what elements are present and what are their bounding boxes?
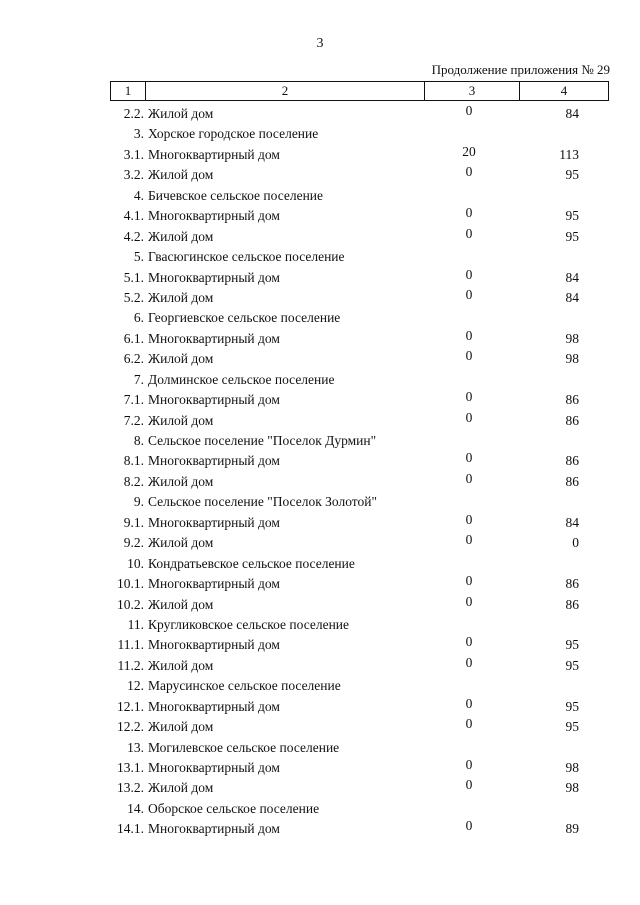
row-name: Многоквартирный дом	[148, 146, 280, 162]
row-number: 12.	[127, 678, 144, 694]
header-col-4: 4	[520, 82, 609, 101]
row-number: 3.	[133, 126, 144, 142]
row-number: 12.2.	[117, 719, 144, 735]
row-value-col3: 0	[465, 164, 473, 180]
table-row	[0, 778, 640, 798]
table-row	[0, 717, 640, 737]
row-value-col3: 0	[465, 716, 473, 732]
row-name: Жилой дом	[148, 657, 214, 673]
row-value-col3: 0	[465, 593, 473, 609]
row-value-col4: 86	[565, 453, 579, 469]
row-name: Сельское поселение "Поселок Дурмин"	[148, 433, 377, 448]
row-name: Многоквартирный дом	[148, 576, 280, 592]
row-name: Сельское поселение "Поселок Золотой"	[148, 494, 377, 510]
row-number: 7.2.	[123, 412, 144, 428]
row-number: 9.1.	[123, 514, 144, 530]
row-name: Оборское сельское поселение	[148, 800, 320, 816]
row-value-col3: 20	[462, 143, 476, 159]
row-number: 5.	[133, 249, 144, 265]
table-row	[0, 206, 640, 226]
row-value-col3: 0	[465, 103, 473, 118]
row-value-col4: 86	[565, 596, 579, 612]
row-name: Жилой дом	[148, 473, 214, 489]
row-value-col3: 0	[465, 348, 473, 364]
row-name: Кондратьевское сельское поселение	[148, 555, 355, 571]
row-number: 6.2.	[123, 351, 144, 367]
appendix-continuation-label: Продолжение приложения № 29	[431, 62, 610, 77]
row-value-col3: 0	[465, 777, 473, 793]
row-name: Жилой дом	[148, 412, 214, 428]
row-number: 10.1.	[117, 576, 144, 592]
row-number: 9.	[133, 494, 144, 510]
table-header	[110, 81, 609, 101]
row-name: Жилой дом	[148, 228, 214, 244]
table-row	[0, 472, 640, 492]
row-name: Многоквартирный дом	[148, 514, 280, 530]
row-number: 10.	[127, 555, 144, 571]
row-value-col4: 95	[565, 657, 579, 673]
table-row	[0, 451, 640, 471]
row-number: 13.	[127, 739, 144, 755]
row-value-col4: 86	[565, 392, 579, 408]
row-value-col3: 0	[465, 470, 473, 486]
row-name: Многоквартирный дом	[148, 821, 280, 837]
row-value-col3: 0	[465, 654, 473, 670]
row-number: 6.1.	[123, 330, 144, 346]
row-number: 11.2.	[117, 657, 144, 673]
row-value-col3: 0	[465, 511, 473, 527]
row-number: 8.1.	[123, 453, 144, 469]
section-row	[0, 492, 640, 512]
row-value-col3: 0	[465, 225, 473, 241]
row-name: Многоквартирный дом	[148, 392, 280, 408]
row-name: Многоквартирный дом	[148, 760, 280, 775]
table-row	[0, 329, 640, 349]
row-value-col4: 98	[565, 330, 579, 346]
table-row	[0, 104, 640, 124]
section-row	[0, 431, 640, 451]
row-number: 5.1.	[123, 269, 144, 285]
table-row	[0, 656, 640, 676]
row-value-col4: 95	[565, 167, 579, 183]
row-number: 12.1.	[117, 698, 144, 714]
section-row	[0, 308, 640, 328]
row-number: 14.1.	[117, 821, 144, 837]
row-number: 3.1.	[123, 146, 144, 162]
section-row	[0, 799, 640, 819]
row-value-col4: 89	[565, 821, 579, 837]
row-value-col3: 0	[465, 634, 473, 650]
row-value-col4: 84	[565, 514, 579, 530]
header-col-1: 1	[111, 82, 146, 101]
row-value-col4: 84	[565, 106, 579, 121]
table-row	[0, 595, 640, 615]
row-name: Многоквартирный дом	[148, 453, 280, 469]
row-value-col3: 0	[465, 818, 473, 834]
row-name: Многоквартирный дом	[148, 269, 280, 285]
row-name: Многоквартирный дом	[148, 698, 280, 714]
row-name: Жилой дом	[148, 535, 214, 551]
row-value-col4: 95	[565, 698, 579, 714]
row-value-col4: 98	[565, 760, 579, 775]
row-number: 3.2.	[123, 167, 144, 183]
section-row	[0, 370, 640, 390]
section-row	[0, 186, 640, 206]
row-number: 6.	[133, 310, 144, 326]
row-name: Марусинское сельское поселение	[148, 678, 341, 694]
row-number: 8.	[133, 433, 144, 448]
row-value-col3: 0	[465, 389, 473, 405]
row-name: Могилевское сельское поселение	[148, 739, 340, 755]
row-name: Бичевское сельское поселение	[148, 187, 324, 203]
row-value-col4: 98	[565, 351, 579, 367]
table-row	[0, 411, 640, 431]
row-value-col4: 86	[565, 473, 579, 489]
row-value-col4: 95	[565, 719, 579, 735]
row-value-col4: 0	[572, 535, 579, 551]
row-value-col3: 0	[465, 573, 473, 589]
row-number: 4.2.	[123, 228, 144, 244]
row-value-col4: 84	[565, 269, 579, 285]
section-row	[0, 676, 640, 696]
row-number: 11.	[127, 616, 144, 632]
row-name: Жилой дом	[148, 351, 214, 367]
row-value-col3: 0	[465, 757, 473, 772]
table-row	[0, 145, 640, 165]
row-number: 8.2.	[123, 473, 144, 489]
section-row	[0, 738, 640, 758]
row-name: Жилой дом	[148, 780, 214, 796]
row-name: Многоквартирный дом	[148, 208, 280, 224]
section-row	[0, 554, 640, 574]
table-row	[0, 288, 640, 308]
row-name: Георгиевское сельское поселение	[148, 310, 341, 326]
row-value-col4: 113	[559, 146, 579, 162]
table-row	[0, 697, 640, 717]
row-name: Многоквартирный дом	[148, 637, 280, 653]
row-value-col4: 95	[565, 637, 579, 653]
row-name: Жилой дом	[148, 289, 214, 305]
page-number: 3	[316, 36, 324, 51]
table-row	[0, 758, 640, 778]
table-row	[0, 268, 640, 288]
row-name: Жилой дом	[148, 106, 214, 121]
row-value-col4: 98	[565, 780, 579, 796]
row-name: Долминское сельское поселение	[148, 371, 335, 387]
row-number: 11.1.	[117, 637, 144, 653]
row-value-col3: 0	[465, 450, 473, 466]
table-row	[0, 165, 640, 185]
table-body	[0, 104, 640, 840]
row-name: Хорское городское поселение	[148, 126, 319, 142]
table-row	[0, 513, 640, 533]
table-row	[0, 533, 640, 553]
section-row	[0, 247, 640, 267]
row-number: 13.1.	[117, 760, 144, 775]
row-value-col4: 86	[565, 412, 579, 428]
section-row	[0, 124, 640, 144]
row-number: 4.1.	[123, 208, 144, 224]
header-col-3: 3	[425, 82, 520, 101]
row-value-col3: 0	[465, 205, 473, 221]
table-row	[0, 349, 640, 369]
row-number: 7.1.	[123, 392, 144, 408]
row-value-col4: 86	[565, 576, 579, 592]
row-value-col3: 0	[465, 327, 473, 343]
row-number: 5.2.	[123, 289, 144, 305]
row-value-col3: 0	[465, 695, 473, 711]
row-name: Жилой дом	[148, 167, 214, 183]
row-value-col3: 0	[465, 409, 473, 425]
header-col-2: 2	[146, 82, 425, 101]
table-row	[0, 635, 640, 655]
row-value-col3: 0	[465, 532, 473, 548]
row-name: Жилой дом	[148, 719, 214, 735]
row-number: 13.2.	[117, 780, 144, 796]
row-value-col4: 84	[565, 289, 579, 305]
section-row	[0, 615, 640, 635]
row-number: 2.2.	[123, 106, 144, 121]
row-name: Жилой дом	[148, 596, 214, 612]
row-number: 14.	[127, 800, 144, 816]
row-number: 10.2.	[117, 596, 144, 612]
row-name: Кругликовское сельское поселение	[148, 616, 350, 632]
table-row	[0, 819, 640, 839]
row-number: 9.2.	[123, 535, 144, 551]
row-value-col4: 95	[565, 208, 579, 224]
row-value-col3: 0	[465, 266, 473, 282]
table-row	[0, 390, 640, 410]
table-row	[0, 574, 640, 594]
row-name: Многоквартирный дом	[148, 330, 280, 346]
row-value-col3: 0	[465, 286, 473, 302]
row-number: 7.	[133, 371, 144, 387]
row-value-col4: 95	[565, 228, 579, 244]
table-row	[0, 227, 640, 247]
row-number: 4.	[133, 187, 144, 203]
row-name: Гвасюгинское сельское поселение	[148, 249, 345, 265]
